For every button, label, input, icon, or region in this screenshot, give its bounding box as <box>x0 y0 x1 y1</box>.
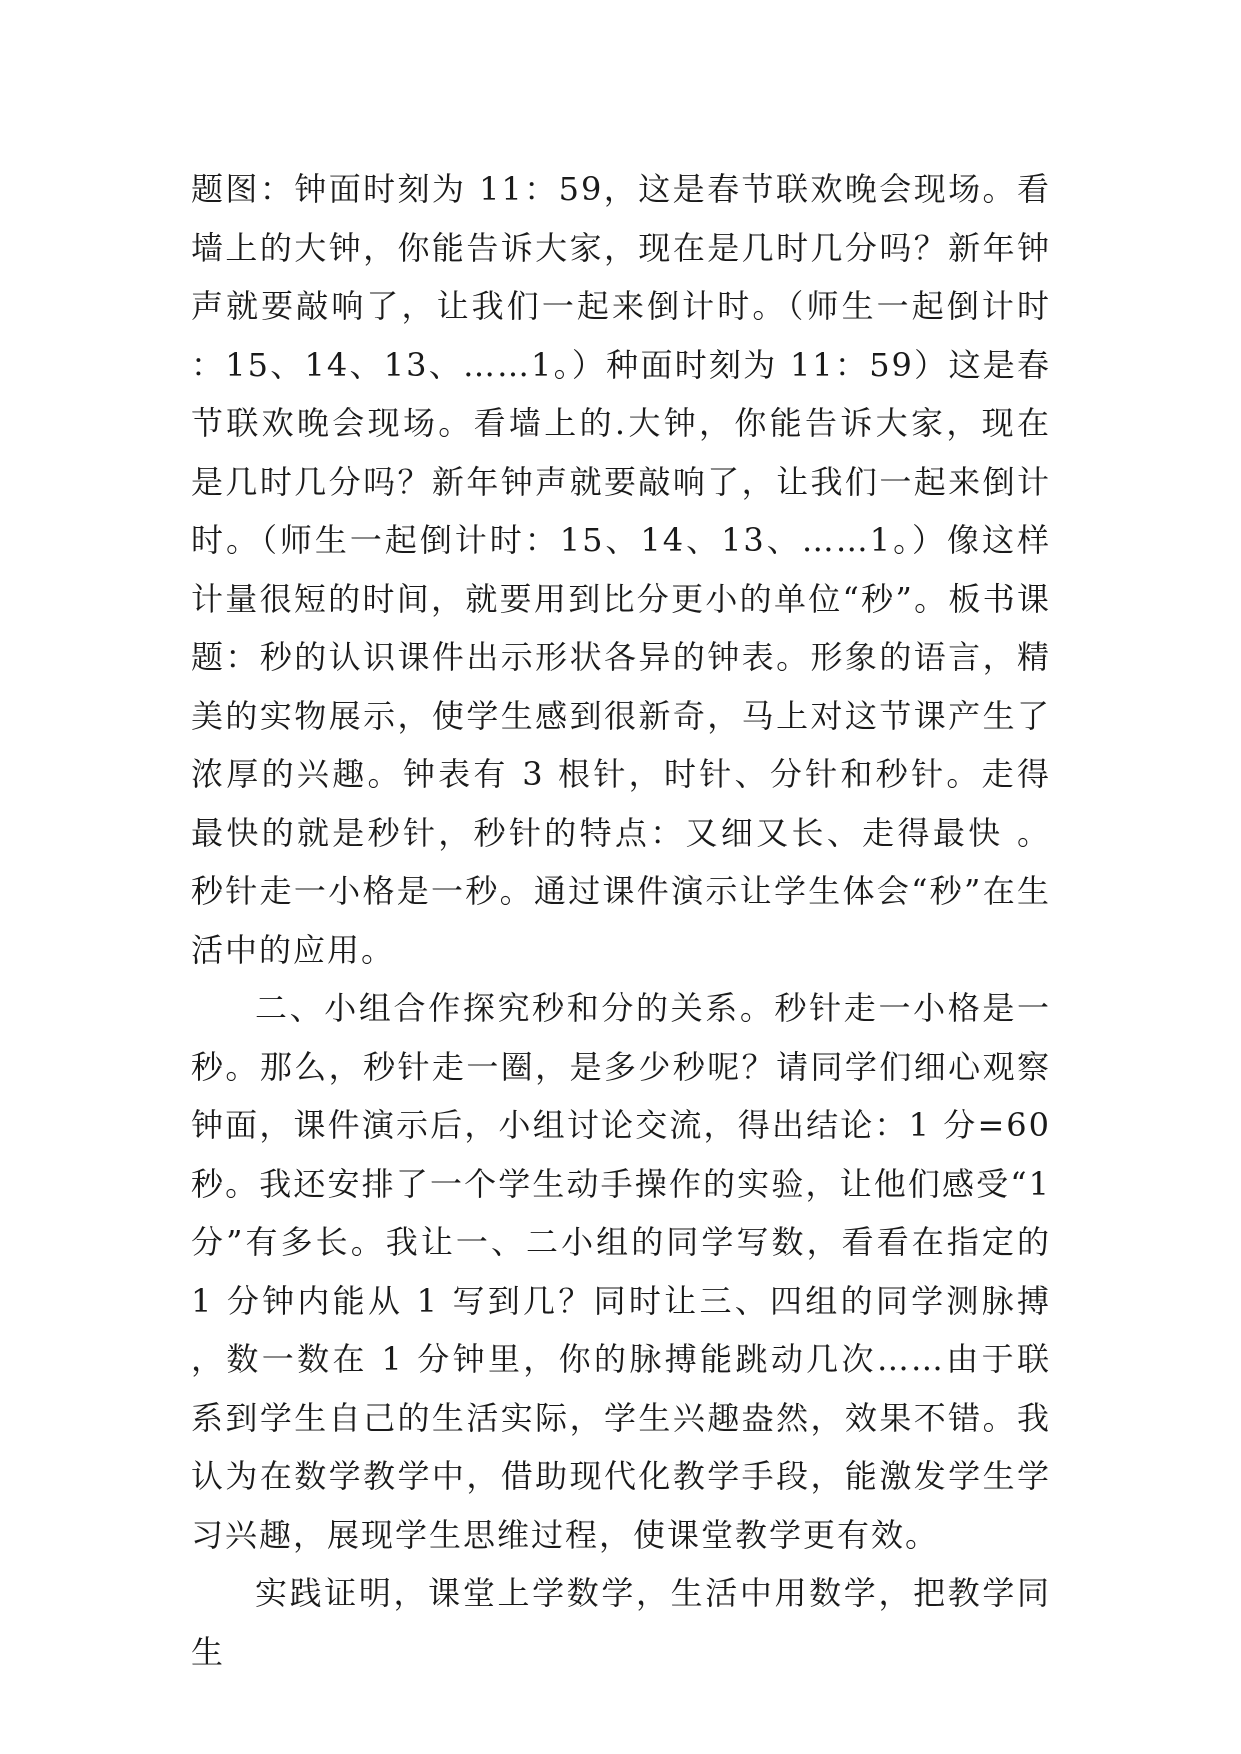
paragraph-group-inquiry: 二、小组合作探究秒和分的关系。秒针走一小格是一秒。那么，秒针走一圈，是多少秒呢？请同学们细心观察钟面，课件演示后，小组讨论交流，得出结论：1 分=60 秒。我还安排了一个学生动手操作的实验，让他们感受“1 分”有多长。我让一、二小组的同学写数，看看在指定的 1 分钟内能从 1 写到几？同时让三、四组的同学测脉搏，数一数在 1 分钟里，你的脉搏能跳动几次……由于联系到学生自己的生活实际，学生兴趣盎然，效果不错。我认为在数学教学中，借助现代化教学手段，能激发学生学习兴趣，展现学生思维过程，使课堂教学更有效。 <box>191 989 1051 1554</box>
paragraph-intro: 题图：钟面时刻为 11：59，这是春节联欢晚会现场。看墙上的大钟，你能告诉大家，现在是几时几分吗？新年钟声就要敲响了，让我们一起来倒计时。（师生一起倒计时：15、14、13、……1。）种面时刻为 11：59）这是春节联欢晚会现场。看墙上的.大钟，你能告诉大家，现在是几时几分吗？新年钟声就要敲响了，让我们一起来倒计时。（师生一起倒计时：15、14、13、……1。）像这样计量很短的时间，就要用到比分更小的单位“秒”。板书课题：秒的认识课件出示形状各异的钟表。形象的语言，精美的实物展示，使学生感到很新奇，马上对这节课产生了浓厚的兴趣。钟表有 3 根针，时针、分针和秒针。走得最快的就是秒针，秒针的特点：又细又长、走得最快 。秒针走一小格是一秒。通过课件演示让学生体会“秒”在生活中的应用。 <box>191 170 1051 969</box>
document-body <box>191 160 1051 1681</box>
paragraph-practice: 实践证明，课堂上学数学，生活中用数学，把教学同生 <box>191 1574 1051 1671</box>
